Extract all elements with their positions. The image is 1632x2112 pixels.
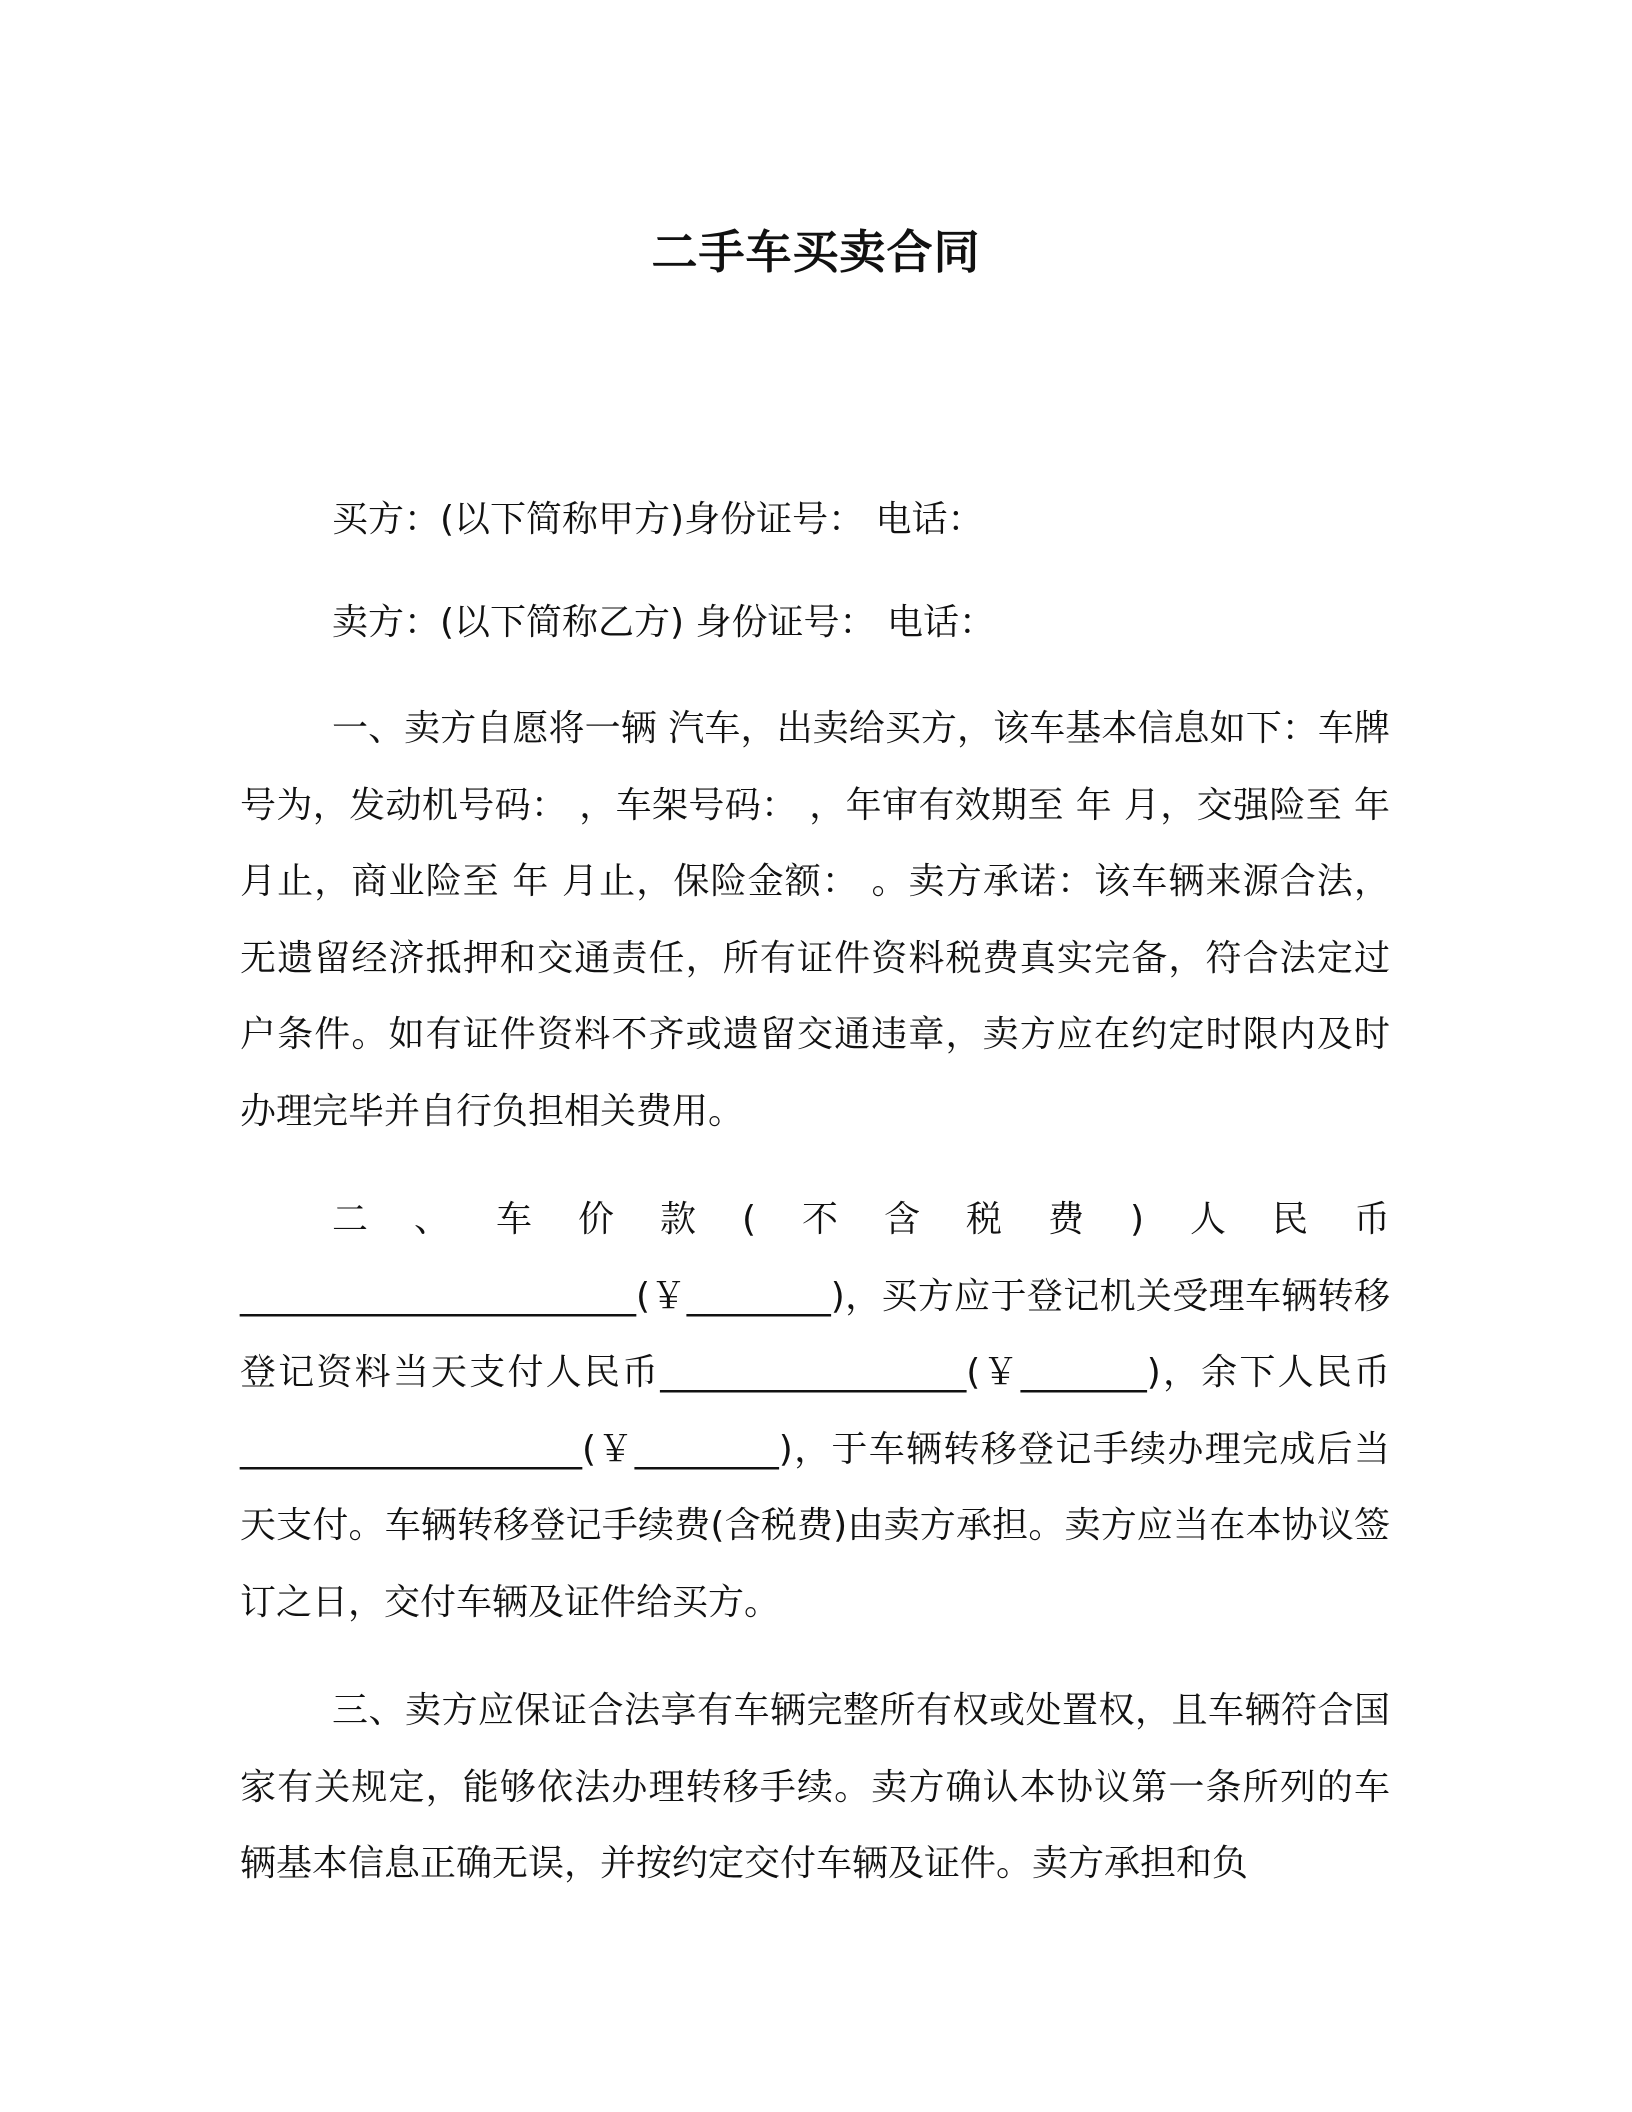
section-2-paragraph: 二、车价款(不含税费)人民币______________________(￥________)，买方应于登记机关受理车辆转移登记资料当天支付人民币_________________(￥_______)，余下人民币___________________(￥________)，于车辆转移登记手续办理完成后当天支付。车辆转移登记手续费(含税费)由卖方承担。卖方应当在本协议签订之日，交付车辆及证件给买方。 [240,1199,1390,1623]
seller-info-line: 卖方：(以下简称乙方) 身份证号： 电话： [332,602,995,643]
document-title: 二手车买卖合同 [651,225,981,279]
buyer-info-line: 买方：(以下简称甲方)身份证号： 电话： [332,499,984,540]
section-3-paragraph: 三、卖方应保证合法享有车辆完整所有权或处置权，且车辆符合国家有关规定，能够依法办理转移手续。卖方确认本协议第一条所列的车辆基本信息正确无误，并按约定交付车辆及证件。卖方承担和负 [240,1690,1390,1884]
section-1-paragraph: 一、卖方自愿将一辆 汽车，出卖给买方，该车基本信息如下：车牌号为，发动机号码： ，车架号码： ，年审有效期至 年 月，交强险至 年 月止，商业险至 年 月止，保险金额： 。卖方承诺：该车辆来源合法，无遗留经济抵押和交通责任，所有证件资料税费真实完备，符合法定过户条件。如有证件资料不齐或遗留交通违章，卖方应在约定时限内及时办理完毕并自行负担相关费用。 [240,708,1390,1132]
